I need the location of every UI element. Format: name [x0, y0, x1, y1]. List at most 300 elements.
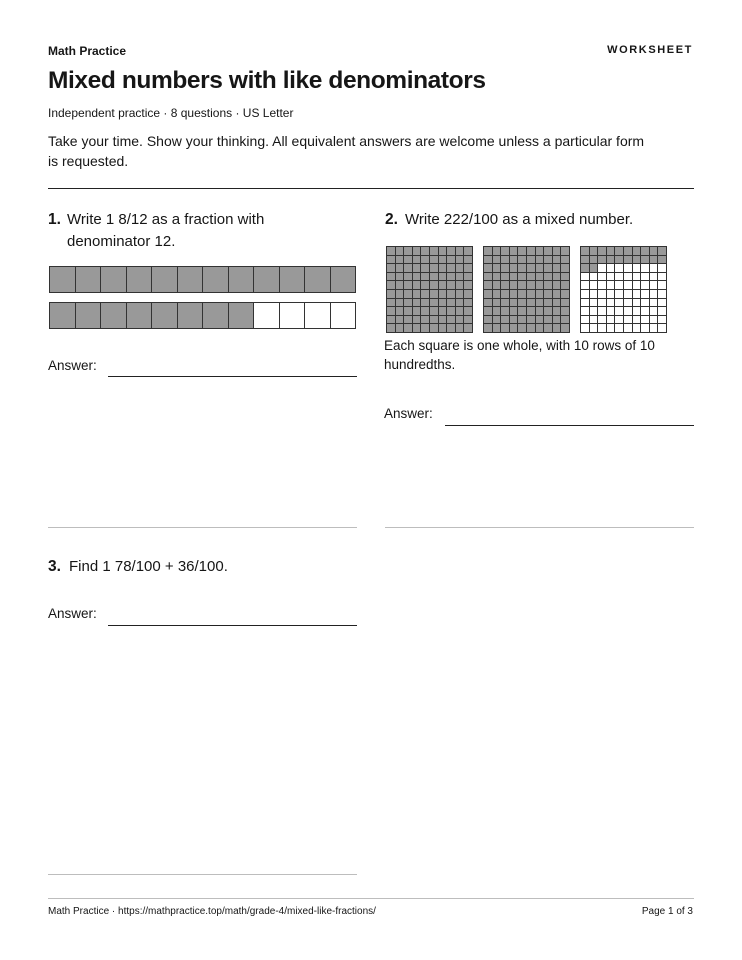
- grid-square: [641, 290, 649, 298]
- bar-part: [50, 267, 75, 292]
- grid-square: [430, 264, 438, 272]
- grid-square: [598, 316, 606, 324]
- grid-square: [641, 281, 649, 289]
- hundredths-grid: [483, 246, 570, 333]
- grid-square: [439, 324, 447, 332]
- grid-square: [493, 247, 501, 255]
- grid-square: [447, 256, 455, 264]
- grid-square: [544, 307, 552, 315]
- grid-square: [553, 324, 561, 332]
- grid-square: [650, 324, 658, 332]
- grid-square: [493, 256, 501, 264]
- bar-part: [151, 303, 177, 328]
- answer-line[interactable]: [108, 625, 357, 626]
- grid-square: [387, 273, 395, 281]
- bar-part: [50, 303, 75, 328]
- section-divider: [48, 874, 357, 875]
- grid-square: [387, 247, 395, 255]
- grid-square: [464, 264, 472, 272]
- hundredths-grid: [386, 246, 473, 333]
- grid-square: [484, 247, 492, 255]
- grid-square: [387, 324, 395, 332]
- grid-square: [413, 256, 421, 264]
- grid-square: [536, 299, 544, 307]
- header-rule: [48, 188, 694, 189]
- grid-square: [633, 324, 641, 332]
- grid-square: [544, 273, 552, 281]
- grid-square: [439, 299, 447, 307]
- grid-square: [447, 316, 455, 324]
- grid-square: [590, 247, 598, 255]
- grid-square: [510, 247, 518, 255]
- grid-square: [501, 316, 509, 324]
- grid-square: [553, 299, 561, 307]
- grid-square: [615, 316, 623, 324]
- grid-square: [501, 307, 509, 315]
- bar-part: [75, 303, 101, 328]
- grid-square: [447, 299, 455, 307]
- grid-square: [624, 299, 632, 307]
- grid-square: [544, 316, 552, 324]
- grid-square: [624, 324, 632, 332]
- question-number: 2.: [385, 211, 398, 228]
- grid-square: [536, 281, 544, 289]
- grid-square: [484, 281, 492, 289]
- hundredths-grid-model: [386, 246, 667, 333]
- grid-square: [607, 273, 615, 281]
- grid-square: [536, 264, 544, 272]
- grid-square: [633, 307, 641, 315]
- grid-square: [456, 247, 464, 255]
- grid-square: [590, 290, 598, 298]
- bar-part: [279, 303, 305, 328]
- bar-part: [253, 267, 279, 292]
- grid-square: [484, 264, 492, 272]
- grid-square: [518, 299, 526, 307]
- grid-square: [553, 247, 561, 255]
- grid-square: [464, 324, 472, 332]
- grid-square: [536, 324, 544, 332]
- grid-square: [413, 324, 421, 332]
- bar-part: [330, 267, 356, 292]
- grid-square: [633, 247, 641, 255]
- grid-square: [421, 290, 429, 298]
- grid-square: [404, 281, 412, 289]
- grid-square: [510, 316, 518, 324]
- grid-square: [561, 247, 569, 255]
- grid-square: [581, 273, 589, 281]
- answer-line[interactable]: [108, 376, 357, 377]
- grid-square: [404, 273, 412, 281]
- grid-square: [501, 324, 509, 332]
- question-text: Find 1 78/100 + 36/100.: [69, 558, 228, 575]
- grid-square: [421, 264, 429, 272]
- grid-square: [561, 307, 569, 315]
- grid-square: [501, 281, 509, 289]
- grid-square: [456, 273, 464, 281]
- grid-square: [527, 247, 535, 255]
- grid-square: [447, 290, 455, 298]
- grid-square: [421, 299, 429, 307]
- brand-name: Math Practice: [48, 44, 127, 58]
- grid-square: [615, 256, 623, 264]
- grid-square: [430, 307, 438, 315]
- grid-square: [430, 256, 438, 264]
- grid-square: [447, 307, 455, 315]
- grid-square: [633, 290, 641, 298]
- grid-square: [527, 299, 535, 307]
- grid-square: [447, 273, 455, 281]
- grid-square: [590, 307, 598, 315]
- grid-square: [387, 299, 395, 307]
- grid-square: [607, 324, 615, 332]
- grid-square: [536, 316, 544, 324]
- grid-square: [518, 307, 526, 315]
- grid-square: [439, 273, 447, 281]
- grid-square: [658, 299, 666, 307]
- grid-square: [518, 247, 526, 255]
- grid-square: [615, 247, 623, 255]
- grid-square: [607, 290, 615, 298]
- answer-line[interactable]: [445, 425, 694, 426]
- grid-square: [561, 264, 569, 272]
- grid-square: [387, 316, 395, 324]
- grid-square: [615, 273, 623, 281]
- grid-square: [641, 299, 649, 307]
- grid-square: [650, 273, 658, 281]
- grid-square: [413, 299, 421, 307]
- grid-square: [624, 247, 632, 255]
- grid-square: [598, 281, 606, 289]
- grid-square: [439, 316, 447, 324]
- grid-square: [561, 316, 569, 324]
- grid-square: [456, 264, 464, 272]
- grid-square: [561, 290, 569, 298]
- grid-square: [413, 273, 421, 281]
- grid-square: [439, 281, 447, 289]
- grid-square: [658, 307, 666, 315]
- grid-square: [404, 247, 412, 255]
- grid-square: [590, 299, 598, 307]
- grid-square: [456, 256, 464, 264]
- answer-label: Answer:: [48, 606, 97, 621]
- grid-square: [615, 299, 623, 307]
- grid-square: [581, 316, 589, 324]
- answer-label: Answer:: [384, 406, 433, 421]
- question-number: 3.: [48, 558, 61, 575]
- grid-square: [650, 307, 658, 315]
- grid-square: [396, 316, 404, 324]
- grid-square: [484, 307, 492, 315]
- grid-square: [421, 307, 429, 315]
- grid-square: [404, 290, 412, 298]
- grid-square: [518, 290, 526, 298]
- footer-source: Math Practice · https://mathpractice.top/math/grade-4/mixed-like-fractions/: [48, 906, 376, 917]
- grid-square: [387, 307, 395, 315]
- grid-square: [464, 256, 472, 264]
- grid-square: [561, 299, 569, 307]
- grid-square: [544, 324, 552, 332]
- grid-square: [518, 264, 526, 272]
- grid-square: [561, 273, 569, 281]
- grid-square: [501, 247, 509, 255]
- grid-square: [493, 324, 501, 332]
- grid-square: [607, 316, 615, 324]
- grid-square: [464, 316, 472, 324]
- grid-square: [430, 324, 438, 332]
- grid-square: [430, 247, 438, 255]
- bar-part: [253, 303, 279, 328]
- grid-square: [421, 247, 429, 255]
- grid-square: [396, 281, 404, 289]
- grid-square: [421, 273, 429, 281]
- bar-part: [177, 303, 203, 328]
- grid-square: [590, 324, 598, 332]
- answer-label: Answer:: [48, 358, 97, 373]
- grid-square: [624, 281, 632, 289]
- grid-square: [439, 256, 447, 264]
- grid-square: [650, 256, 658, 264]
- grid-square: [396, 247, 404, 255]
- grid-square: [456, 290, 464, 298]
- grid-square: [581, 256, 589, 264]
- grid-square: [581, 307, 589, 315]
- grid-square: [396, 299, 404, 307]
- grid-square: [421, 256, 429, 264]
- grid-square: [493, 316, 501, 324]
- grid-square: [464, 281, 472, 289]
- bar-part: [75, 267, 101, 292]
- grid-square: [581, 264, 589, 272]
- grid-square: [590, 316, 598, 324]
- grid-square: [396, 273, 404, 281]
- grid-square: [430, 290, 438, 298]
- grid-square: [633, 264, 641, 272]
- question-3: [48, 556, 358, 578]
- grid-square: [527, 290, 535, 298]
- grid-square: [641, 273, 649, 281]
- grid-square: [598, 307, 606, 315]
- grid-square: [544, 247, 552, 255]
- grid-square: [484, 299, 492, 307]
- grid-square: [493, 281, 501, 289]
- grid-square: [641, 307, 649, 315]
- grid-square: [633, 299, 641, 307]
- grid-square: [553, 281, 561, 289]
- page-number: Page 1 of 3: [641, 906, 693, 917]
- grid-square: [607, 256, 615, 264]
- grid-square: [484, 324, 492, 332]
- grid-square: [464, 299, 472, 307]
- footer-rule: [48, 898, 694, 899]
- bar-part: [126, 303, 152, 328]
- fraction-bar-part: [49, 302, 356, 329]
- grid-square: [581, 299, 589, 307]
- page-subtitle: Independent practice · 8 questions · US Letter: [48, 106, 294, 120]
- grid-square: [561, 324, 569, 332]
- grid-square: [510, 273, 518, 281]
- grid-square: [624, 264, 632, 272]
- grid-square: [518, 256, 526, 264]
- grid-square: [553, 273, 561, 281]
- grid-square: [413, 281, 421, 289]
- grid-square: [607, 264, 615, 272]
- grid-square: [493, 299, 501, 307]
- grid-square: [396, 290, 404, 298]
- grid-square: [493, 273, 501, 281]
- grid-square: [464, 290, 472, 298]
- grid-square: [510, 256, 518, 264]
- grid-square: [561, 281, 569, 289]
- grid-square: [615, 307, 623, 315]
- grid-square: [447, 324, 455, 332]
- grid-square: [404, 316, 412, 324]
- grid-square: [421, 324, 429, 332]
- grid-square: [396, 307, 404, 315]
- bar-part: [151, 267, 177, 292]
- grid-square: [536, 307, 544, 315]
- grid-square: [439, 247, 447, 255]
- grid-square: [439, 264, 447, 272]
- grid-square: [536, 290, 544, 298]
- grid-square: [518, 273, 526, 281]
- bar-part: [177, 267, 203, 292]
- grid-square: [387, 264, 395, 272]
- grid-square: [501, 299, 509, 307]
- grid-square: [510, 324, 518, 332]
- grid-square: [413, 264, 421, 272]
- grid-square: [536, 247, 544, 255]
- grid-square: [598, 273, 606, 281]
- bar-part: [228, 303, 254, 328]
- grid-square: [456, 307, 464, 315]
- grid-square: [581, 281, 589, 289]
- question-number: 1.: [48, 211, 61, 228]
- grid-square: [527, 256, 535, 264]
- grid-square: [607, 307, 615, 315]
- grid-square: [413, 247, 421, 255]
- bar-part: [304, 303, 330, 328]
- grid-square: [447, 247, 455, 255]
- grid-square: [641, 264, 649, 272]
- grid-square: [387, 290, 395, 298]
- grid-square: [518, 281, 526, 289]
- section-divider: [385, 527, 694, 528]
- grid-square: [456, 324, 464, 332]
- fraction-bar-model: [49, 266, 356, 329]
- grid-square: [650, 247, 658, 255]
- grid-square: [430, 273, 438, 281]
- grid-square: [598, 324, 606, 332]
- bar-part: [304, 267, 330, 292]
- grid-square: [633, 281, 641, 289]
- grid-square: [553, 307, 561, 315]
- grid-square: [484, 256, 492, 264]
- grid-square: [658, 264, 666, 272]
- grid-square: [518, 316, 526, 324]
- grid-square: [553, 256, 561, 264]
- grid-square: [590, 281, 598, 289]
- hundredths-grid: [580, 246, 667, 333]
- grid-square: [598, 299, 606, 307]
- grid-square: [650, 299, 658, 307]
- question-text: Write 1 8/12 as a fraction with denominator 12.: [67, 211, 265, 250]
- grid-square: [387, 281, 395, 289]
- grid-square: [650, 290, 658, 298]
- grid-square: [598, 264, 606, 272]
- page-title: Mixed numbers with like denominators: [48, 67, 486, 94]
- grid-square: [624, 256, 632, 264]
- grid-square: [510, 307, 518, 315]
- grid-square: [658, 290, 666, 298]
- grid-square: [439, 290, 447, 298]
- grid-square: [413, 290, 421, 298]
- grid-square: [544, 290, 552, 298]
- grid-square: [396, 324, 404, 332]
- grid-square: [658, 247, 666, 255]
- bar-part: [202, 303, 228, 328]
- grid-square: [501, 256, 509, 264]
- grid-square: [553, 316, 561, 324]
- grid-square: [464, 247, 472, 255]
- grid-square: [536, 273, 544, 281]
- grid-square: [590, 256, 598, 264]
- grid-square: [650, 316, 658, 324]
- grid-square: [501, 290, 509, 298]
- instructions: Take your time. Show your thinking. All equivalent answers are welcome unless a particular form is requested.: [48, 133, 645, 169]
- grid-square: [430, 281, 438, 289]
- grid-square: [633, 256, 641, 264]
- grid-square: [527, 273, 535, 281]
- grid-square: [404, 307, 412, 315]
- grid-square: [464, 273, 472, 281]
- grid-square: [387, 256, 395, 264]
- grid-square: [447, 281, 455, 289]
- grid-square: [544, 264, 552, 272]
- grid-square: [641, 256, 649, 264]
- grid-square: [430, 299, 438, 307]
- grid-square: [658, 281, 666, 289]
- grid-square: [598, 256, 606, 264]
- grid-square: [544, 256, 552, 264]
- grid-square: [404, 264, 412, 272]
- grid-square: [456, 316, 464, 324]
- grid-square: [581, 247, 589, 255]
- grid-square: [493, 307, 501, 315]
- grid-square: [527, 264, 535, 272]
- grid-square: [456, 299, 464, 307]
- grid-square: [607, 247, 615, 255]
- grid-square: [633, 273, 641, 281]
- grid-square: [396, 256, 404, 264]
- grid-square: [624, 307, 632, 315]
- grid-square: [607, 281, 615, 289]
- grid-square: [396, 264, 404, 272]
- question-1: [48, 209, 358, 252]
- section-divider: [48, 527, 357, 528]
- grid-square: [527, 316, 535, 324]
- grid-square: [615, 324, 623, 332]
- grid-square: [633, 316, 641, 324]
- grid-square: [484, 273, 492, 281]
- grid-square: [501, 273, 509, 281]
- grid-square: [527, 281, 535, 289]
- grid-square: [641, 324, 649, 332]
- grid-square: [493, 264, 501, 272]
- document-kind-label: WORKSHEET: [607, 44, 693, 56]
- grid-square: [658, 256, 666, 264]
- grid-square: [641, 247, 649, 255]
